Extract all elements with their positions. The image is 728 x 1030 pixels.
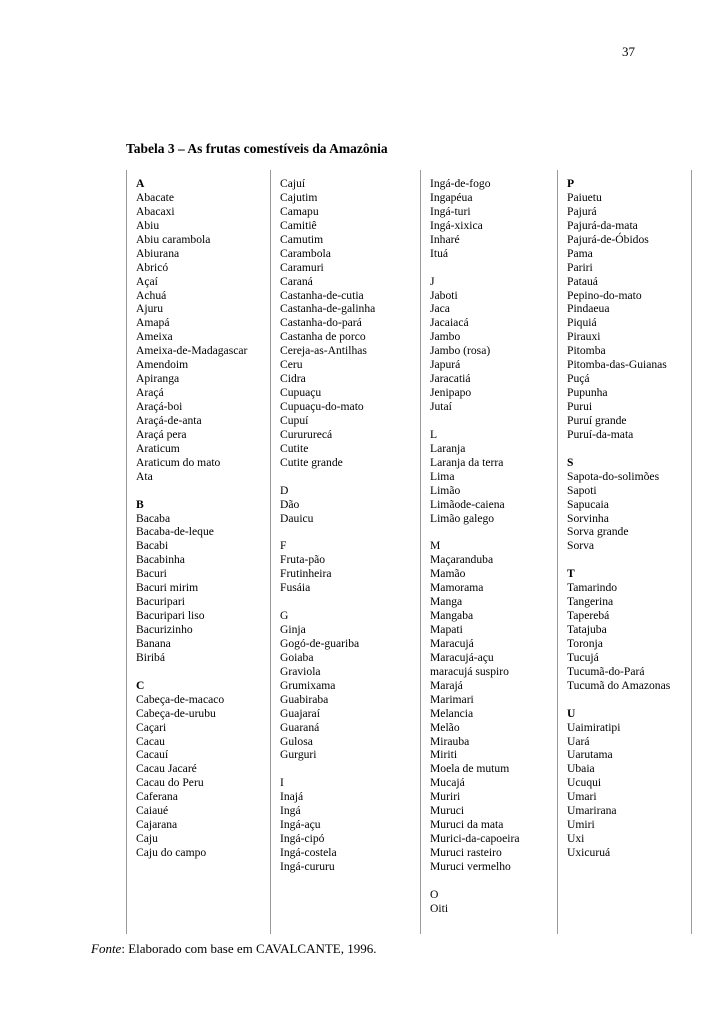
fruit-name: Miriti — [430, 748, 458, 762]
fruit-name: Abiu carambola — [136, 232, 211, 246]
fruit-name: Cupuaçu-do-mato — [280, 400, 364, 413]
fruit-name: Mangaba — [430, 609, 474, 623]
fruit-name: Laranja — [430, 441, 466, 455]
fruit-name: Castanha-do-pará — [280, 316, 362, 330]
fruit-name: Limão galego — [430, 511, 495, 525]
fruit-name: Tucujá — [567, 650, 599, 664]
fruit-name: Cupuaçu — [280, 386, 322, 400]
fruit-name: Mamão — [430, 567, 466, 581]
fruit-name: Muruci — [430, 804, 465, 818]
fruit-name: Manga — [430, 595, 463, 609]
fruit-name: Bacuri mirim — [136, 581, 199, 595]
fruit-name: Abiurana — [136, 246, 180, 260]
fruit-name: Paiuetu — [567, 190, 602, 204]
fruit-name: Caju — [136, 832, 158, 846]
fruit-name: Ucuqui — [567, 776, 602, 790]
fruit-name: Cajarana — [136, 818, 178, 832]
fruit-name: Araçá-de-anta — [136, 413, 202, 427]
fruit-name: Cajuí — [280, 177, 306, 190]
fruit-name: Ingá-cururu — [280, 859, 335, 873]
section-letter: P — [567, 177, 575, 190]
fruit-name: Limãode-caiena — [430, 497, 505, 511]
fruit-name: Bacaba — [136, 511, 171, 525]
fruit-name: Jaracatiá — [430, 372, 471, 386]
spacer — [280, 525, 420, 539]
fruit-name: Uaimiratipi — [567, 720, 621, 734]
spacer — [136, 665, 270, 679]
spacer — [280, 762, 420, 776]
fruit-name: Abacaxi — [136, 204, 175, 218]
fruit-name: Cutite — [280, 441, 309, 455]
fruit-name: Sorva — [567, 539, 595, 553]
fruit-name: Lima — [430, 469, 455, 483]
fruit-name: Jaca — [430, 302, 450, 316]
fruit-name: Bacabinha — [136, 553, 185, 567]
fruit-name: Ameixa-de-Madagascar — [136, 344, 248, 358]
fruit-name: Puçá — [567, 372, 590, 386]
fruit-name: Goiaba — [280, 650, 314, 664]
fruit-name: Dão — [280, 497, 300, 511]
fruit-name: Ingá-cipó — [280, 832, 325, 846]
spacer — [567, 693, 691, 707]
fruit-name: Bacaba-de-leque — [136, 525, 214, 539]
fruit-name: Umiri — [567, 818, 595, 832]
fruit-name: Abiu — [136, 218, 160, 232]
fruit-name: Ingá-xixica — [430, 218, 483, 232]
fruit-name: Sorva grande — [567, 525, 629, 539]
table-column-2 — [270, 170, 420, 934]
fruit-name: Inajá — [280, 790, 304, 804]
table-column-4 — [557, 170, 692, 934]
fruit-name: Jambo — [430, 330, 461, 344]
fruit-name: Dauicu — [280, 511, 314, 525]
fruit-name: Tamarindo — [567, 581, 618, 595]
fruit-name: Caiaué — [136, 804, 169, 818]
fruit-name: Caramuri — [280, 260, 324, 274]
fruit-name: Purui — [567, 400, 593, 413]
fruit-name: M — [430, 539, 441, 553]
fruit-name: Açaí — [136, 274, 158, 288]
fruit-name: Bacuri — [136, 567, 167, 581]
spacer — [567, 442, 691, 456]
fruit-name: Araticum do mato — [136, 455, 221, 469]
fruit-name: Pindaeua — [567, 302, 610, 316]
fruit-name: Guabiraba — [280, 692, 329, 706]
fruit-name: Limão — [430, 483, 461, 497]
fruit-name: Cabeça-de-urubu — [136, 706, 216, 720]
spacer — [567, 553, 691, 567]
fruit-name: Puruí grande — [567, 413, 627, 427]
fruit-name: Araçá pera — [136, 427, 187, 441]
fruit-name: Ingá-açu — [280, 818, 321, 832]
fruit-name: Bacuripari — [136, 595, 185, 609]
fruit-name: Muruci vermelho — [430, 859, 511, 873]
fruit-name: Murici-da-capoeira — [430, 832, 520, 846]
fruit-name: Pitomba — [567, 344, 606, 358]
fruit-name: Caferana — [136, 790, 178, 804]
fruit-name: Muriri — [430, 790, 461, 804]
fruit-name: Caraná — [280, 274, 313, 288]
section-letter: C — [136, 678, 145, 692]
fruit-name: Castanha-de-cutia — [280, 288, 364, 302]
fruit-name: Cabeça-de-macaco — [136, 692, 225, 706]
fruit-name: Sapoti — [567, 483, 597, 497]
source-label: Fonte — [91, 941, 122, 956]
fruit-name: Cacau do Peru — [136, 776, 204, 790]
fruit-name: Umarirana — [567, 804, 617, 818]
fruit-name: Puruí-da-mata — [567, 427, 634, 441]
fruit-name: Umari — [567, 790, 597, 804]
fruit-name: Pepino-do-mato — [567, 288, 642, 302]
fruit-name: Toronja — [567, 636, 603, 650]
fruit-name: Inharé — [430, 232, 460, 246]
fruit-name: Tucumã do Amazonas — [567, 678, 671, 692]
spacer — [430, 414, 557, 428]
fruit-name: Ceru — [280, 358, 303, 372]
fruit-name: Amendoim — [136, 358, 189, 372]
fruit-name: Tangerina — [567, 595, 614, 609]
fruit-name: Jacaiacá — [430, 316, 469, 330]
fruit-name: Abricó — [136, 260, 169, 274]
fruit-name: Cacau Jacaré — [136, 762, 197, 776]
fruit-name: Camitiê — [280, 218, 317, 232]
fruit-name: Gogó-de-guariba — [280, 636, 360, 650]
fruit-name: Muruci rasteiro — [430, 846, 502, 859]
fruit-table — [126, 170, 692, 934]
fruit-name: Jutaí — [430, 400, 452, 413]
table-title: Tabela 3 – As frutas comestíveis da Amazônia — [126, 141, 388, 156]
fruit-name: Banana — [136, 636, 171, 650]
fruit-name: Araçá-boi — [136, 400, 183, 413]
fruit-name: Caju do campo — [136, 846, 207, 859]
fruit-name: Japurá — [430, 358, 461, 372]
fruit-name: Taperebá — [567, 609, 610, 623]
fruit-name: G — [280, 609, 289, 623]
fruit-name: Marajá — [430, 678, 463, 692]
fruit-name: Marimari — [430, 692, 474, 706]
fruit-name: Jenipapo — [430, 386, 472, 400]
fruit-name: Uará — [567, 734, 590, 748]
spacer — [430, 261, 557, 275]
fruit-name: Bacurizinho — [136, 623, 193, 636]
fruit-name: Sapota-do-solimões — [567, 469, 660, 483]
fruit-name: Sorvinha — [567, 511, 609, 525]
fruit-name: Gurguri — [280, 748, 317, 762]
fruit-name: Mirauba — [430, 734, 470, 748]
fruit-name: Abacate — [136, 190, 174, 204]
section-letter: A — [136, 177, 145, 190]
fruit-name: Ingapéua — [430, 190, 473, 204]
fruit-name: Uarutama — [567, 748, 613, 762]
fruit-name: Amapá — [136, 316, 170, 330]
fruit-name: Araticum — [136, 441, 180, 455]
fruit-name: Ingá-turi — [430, 204, 471, 218]
fruit-name: Cajutim — [280, 190, 318, 204]
fruit-name: Cereja-as-Antilhas — [280, 344, 367, 358]
fruit-name: Pajurá-de-Óbidos — [567, 232, 649, 246]
fruit-name: J — [430, 274, 435, 288]
fruit-name: Pitomba-das-Guianas — [567, 358, 667, 372]
fruit-name: Castanha de porco — [280, 330, 366, 344]
fruit-name: L — [430, 427, 438, 441]
fruit-name: I — [280, 776, 284, 790]
fruit-name: Patauá — [567, 274, 598, 288]
fruit-name: Moela de mutum — [430, 762, 510, 776]
source-note — [91, 941, 376, 957]
fruit-name: Grumixama — [280, 678, 336, 692]
fruit-name: Graviola — [280, 664, 321, 678]
section-letter: T — [567, 567, 575, 581]
fruit-name: Piquiá — [567, 316, 597, 330]
section-letter: U — [567, 706, 576, 720]
fruit-name: Muruci da mata — [430, 818, 504, 832]
fruit-name: Ituá — [430, 246, 449, 260]
page-number: 37 — [622, 44, 635, 59]
fruit-name: Cidra — [280, 372, 306, 386]
fruit-name: Pirauxi — [567, 330, 601, 344]
fruit-name: Jaboti — [430, 288, 458, 302]
fruit-name: Melão — [430, 720, 460, 734]
fruit-name: Fruta-pão — [280, 553, 326, 567]
fruit-name: Ingá — [280, 804, 301, 818]
spacer — [430, 525, 557, 539]
fruit-name: Ingá-de-fogo — [430, 177, 491, 190]
fruit-name: Achuá — [136, 288, 167, 302]
fruit-name: Sapucaia — [567, 497, 609, 511]
section-letter: B — [136, 497, 144, 511]
fruit-name: Guaraná — [280, 720, 320, 734]
fruit-name: Jambo (rosa) — [430, 344, 491, 358]
fruit-name: O — [430, 887, 439, 901]
fruit-name: Ata — [136, 469, 153, 483]
fruit-name: Uxi — [567, 832, 585, 846]
fruit-name: Carambola — [280, 246, 331, 260]
fruit-name: Mucajá — [430, 776, 465, 790]
table-column-1 — [126, 170, 270, 934]
spacer — [430, 874, 557, 888]
spacer — [280, 470, 420, 484]
fruit-name: Ginja — [280, 623, 306, 636]
fruit-name: Ubaia — [567, 762, 595, 776]
fruit-name: Tucumã-do-Pará — [567, 664, 645, 678]
fruit-name: Caçari — [136, 720, 167, 734]
fruit-name: Fusáia — [280, 581, 311, 595]
fruit-name: Melancia — [430, 706, 474, 720]
fruit-name: Maracujá — [430, 636, 474, 650]
fruit-name: Ajuru — [136, 302, 164, 316]
fruit-name: Ingá-costela — [280, 846, 337, 859]
fruit-name: Cacau — [136, 734, 165, 748]
fruit-name: Biribá — [136, 650, 165, 664]
fruit-name: Castanha-de-galinha — [280, 302, 376, 316]
source-text: : Elaborado com base em CAVALCANTE, 1996. — [121, 941, 377, 956]
spacer — [136, 484, 270, 498]
fruit-name: Araçá — [136, 386, 164, 400]
fruit-name: Mapati — [430, 623, 463, 636]
fruit-name: Uxicuruá — [567, 846, 611, 859]
fruit-name: Cutite grande — [280, 455, 343, 469]
fruit-name: Cacauí — [136, 748, 169, 762]
fruit-name: maracujá suspiro — [430, 664, 509, 678]
fruit-name: Curururecá — [280, 427, 333, 441]
fruit-name: Mamorama — [430, 581, 484, 595]
fruit-name: Pama — [567, 246, 593, 260]
fruit-name: Gulosa — [280, 734, 313, 748]
fruit-name: Camapu — [280, 204, 319, 218]
fruit-name: Bacabi — [136, 539, 169, 553]
fruit-name: F — [280, 539, 287, 553]
section-letter: S — [567, 455, 574, 469]
fruit-name: Bacuripari liso — [136, 609, 205, 623]
fruit-name: Guajaraí — [280, 706, 320, 720]
fruit-name: Pupunha — [567, 386, 608, 400]
fruit-name: Pariri — [567, 260, 593, 274]
spacer — [280, 595, 420, 609]
fruit-name: Oiti — [430, 901, 449, 915]
fruit-name: Maracujá-açu — [430, 650, 494, 664]
fruit-name: Frutinheira — [280, 567, 332, 581]
fruit-name: Tatajuba — [567, 623, 607, 636]
fruit-name: Ameixa — [136, 330, 173, 344]
fruit-name: Pajurá — [567, 204, 597, 218]
fruit-name: Maçaranduba — [430, 553, 494, 567]
fruit-name: Apiranga — [136, 372, 180, 386]
fruit-name: Cupuí — [280, 413, 309, 427]
fruit-name: D — [280, 483, 289, 497]
fruit-name: Camutim — [280, 232, 324, 246]
fruit-name: Laranja da terra — [430, 455, 504, 469]
fruit-name: Pajurá-da-mata — [567, 218, 638, 232]
table-column-3 — [420, 170, 557, 934]
